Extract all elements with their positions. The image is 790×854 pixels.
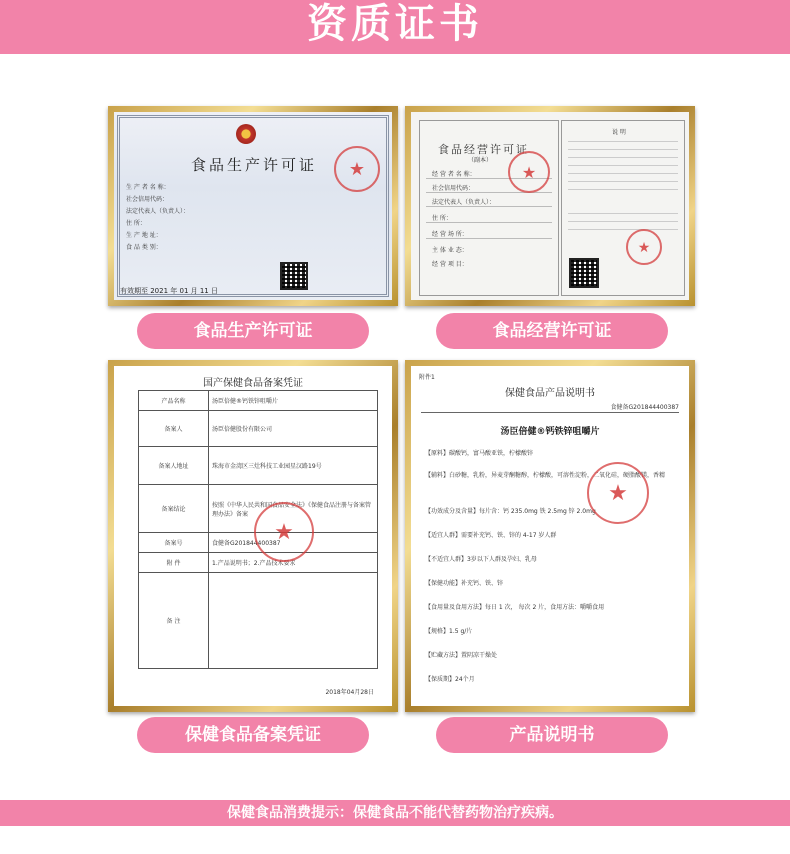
label-product-manual[interactable]: 产品说明书 — [436, 717, 668, 753]
divider — [568, 181, 678, 182]
table-key: 备案结论 — [139, 485, 209, 533]
red-seal-stamp — [626, 229, 662, 265]
certificate-title: 食品生产许可证 — [190, 156, 317, 174]
certificate-border — [117, 115, 389, 297]
divider — [568, 213, 678, 214]
certificate-row: 法定代表人（负责人）： — [432, 199, 496, 206]
registration-number: 食健备G201844400387 — [610, 404, 679, 411]
certificate-row: 法定代表人（负责人）： — [126, 208, 190, 215]
red-seal-stamp — [508, 151, 550, 193]
red-seal-stamp — [254, 502, 314, 562]
table-row — [139, 391, 378, 411]
certificate-frame-operation[interactable] — [405, 106, 695, 306]
table-value: 食健备G201844400387 — [209, 533, 378, 553]
divider — [568, 221, 678, 222]
table-value: 汤臣倍健股份有限公司 — [209, 411, 378, 447]
divider — [568, 141, 678, 142]
certificate-frame-manual[interactable] — [405, 360, 695, 712]
operation-license-image — [411, 112, 689, 300]
certificate-left-panel — [419, 120, 559, 296]
manual-item: 【贮藏方法】置阴凉干燥处 — [425, 652, 498, 659]
divider — [426, 238, 552, 239]
star-icon: ★ — [608, 481, 628, 506]
divider — [568, 149, 678, 150]
divider — [421, 412, 679, 413]
certificate-row: 食 品 类 别： — [126, 244, 162, 251]
table-value: 珠海市金湾区三灶科技工业园星汉路19号 — [209, 447, 378, 485]
table-key: 备案号 — [139, 533, 209, 553]
red-seal-stamp — [334, 146, 380, 192]
table-key: 产品名称 — [139, 391, 209, 411]
manual-item: 【不适宜人群】3岁以下人群及孕妇、乳母 — [425, 556, 537, 563]
label-production-license[interactable]: 食品生产许可证 — [137, 313, 369, 349]
table-row — [139, 573, 378, 669]
filing-date: 2018年04月28日 — [325, 689, 374, 696]
certificate-row: 经 营 项 目： — [432, 261, 468, 268]
manual-item: 【保健功能】补充钙、铁、锌 — [425, 580, 504, 587]
divider — [568, 189, 678, 190]
certificate-title: 保健食品产品说明书 — [505, 388, 595, 399]
divider — [568, 157, 678, 158]
product-name: 汤臣倍健®钙铁锌咀嚼片 — [500, 427, 600, 437]
qr-code-icon — [569, 258, 599, 288]
table-value: 按照《中华人民共和国食品安全法》《保健食品注册与备案管理办法》备案 — [209, 485, 378, 533]
filing-voucher-image — [114, 366, 392, 706]
table-key: 附 件 — [139, 553, 209, 573]
certificate-subtitle: （副本） — [468, 157, 493, 164]
table-key: 备案人 — [139, 411, 209, 447]
manual-item: 【适宜人群】需要补充钙、铁、锌的 4-17 岁人群 — [425, 532, 557, 539]
national-emblem-icon — [236, 124, 256, 144]
qr-code-icon — [280, 262, 308, 290]
divider — [568, 229, 678, 230]
page-title: 资质证书 — [307, 1, 483, 47]
certificate-row: 经 营 场 所： — [432, 231, 468, 238]
label-operation-license[interactable]: 食品经营许可证 — [436, 313, 668, 349]
star-icon: ★ — [637, 240, 651, 256]
table-key: 备案人地址 — [139, 447, 209, 485]
certificate-row: 社会信用代码： — [126, 196, 169, 203]
manual-item: 【食用量及食用方法】每日 1 次， 每次 2 片，食用方法：嚼嚼食用 — [425, 604, 605, 611]
valid-until: 有效期至 2021 年 01 月 11 日 — [120, 287, 218, 295]
table-value — [209, 573, 378, 669]
star-icon: ★ — [274, 520, 294, 545]
header-banner — [0, 0, 790, 54]
annex-label: 附件1 — [419, 374, 435, 381]
divider — [568, 165, 678, 166]
certificate-row: 住 所： — [432, 215, 452, 222]
divider — [426, 222, 552, 223]
certificate-row: 住 所： — [126, 220, 146, 227]
table-row — [139, 447, 378, 485]
manual-item: 【辅料】白砂糖，乳粉，异麦芽酮糖醇，柠檬酸，可溶性淀粉，二氧化硅，硬脂酸镁，香精 — [425, 472, 666, 479]
consumer-notice: 保健食品消费提示：保健食品不能代替药物治疗疾病。 — [0, 800, 790, 826]
certificate-title: 国产保健食品备案凭证 — [203, 378, 303, 389]
table-value: 1.产品说明书；2.产品技术要求 — [209, 553, 378, 573]
certificate-row: 主 体 业 态： — [432, 247, 468, 254]
production-license-image — [114, 112, 392, 300]
certificate-row: 社会信用代码： — [432, 185, 475, 192]
certificate-frame-filing[interactable] — [108, 360, 398, 712]
certificate-row: 生 产 者 名 称： — [126, 184, 170, 191]
star-icon: ★ — [521, 163, 537, 182]
certificate-frame-production[interactable] — [108, 106, 398, 306]
certificate-row: 生 产 地 址： — [126, 232, 162, 239]
manual-item: 【规格】1.5 g/片 — [425, 628, 473, 635]
instructions-title: 说 明 — [612, 129, 626, 136]
divider — [568, 173, 678, 174]
manual-item: 【原料】碳酸钙，富马酸亚铁，柠檬酸锌 — [425, 450, 534, 457]
table-key: 备 注 — [139, 573, 209, 669]
divider — [426, 206, 552, 207]
certificate-row: 经 营 者 名 称： — [432, 171, 476, 178]
table-value: 汤臣倍健®钙铁锌咀嚼片 — [209, 391, 378, 411]
manual-item: 【功效成分及含量】每片含：钙 235.0mg 铁 2.5mg 锌 2.0mg — [425, 508, 596, 515]
certificate-title: 食品经营许可证 — [438, 143, 529, 156]
manual-item: 【保质期】24个月 — [425, 676, 475, 683]
label-filing-voucher[interactable]: 保健食品备案凭证 — [137, 717, 369, 753]
star-icon: ★ — [348, 159, 366, 180]
table-row — [139, 411, 378, 447]
red-seal-stamp — [587, 462, 649, 524]
product-manual-image — [411, 366, 689, 706]
